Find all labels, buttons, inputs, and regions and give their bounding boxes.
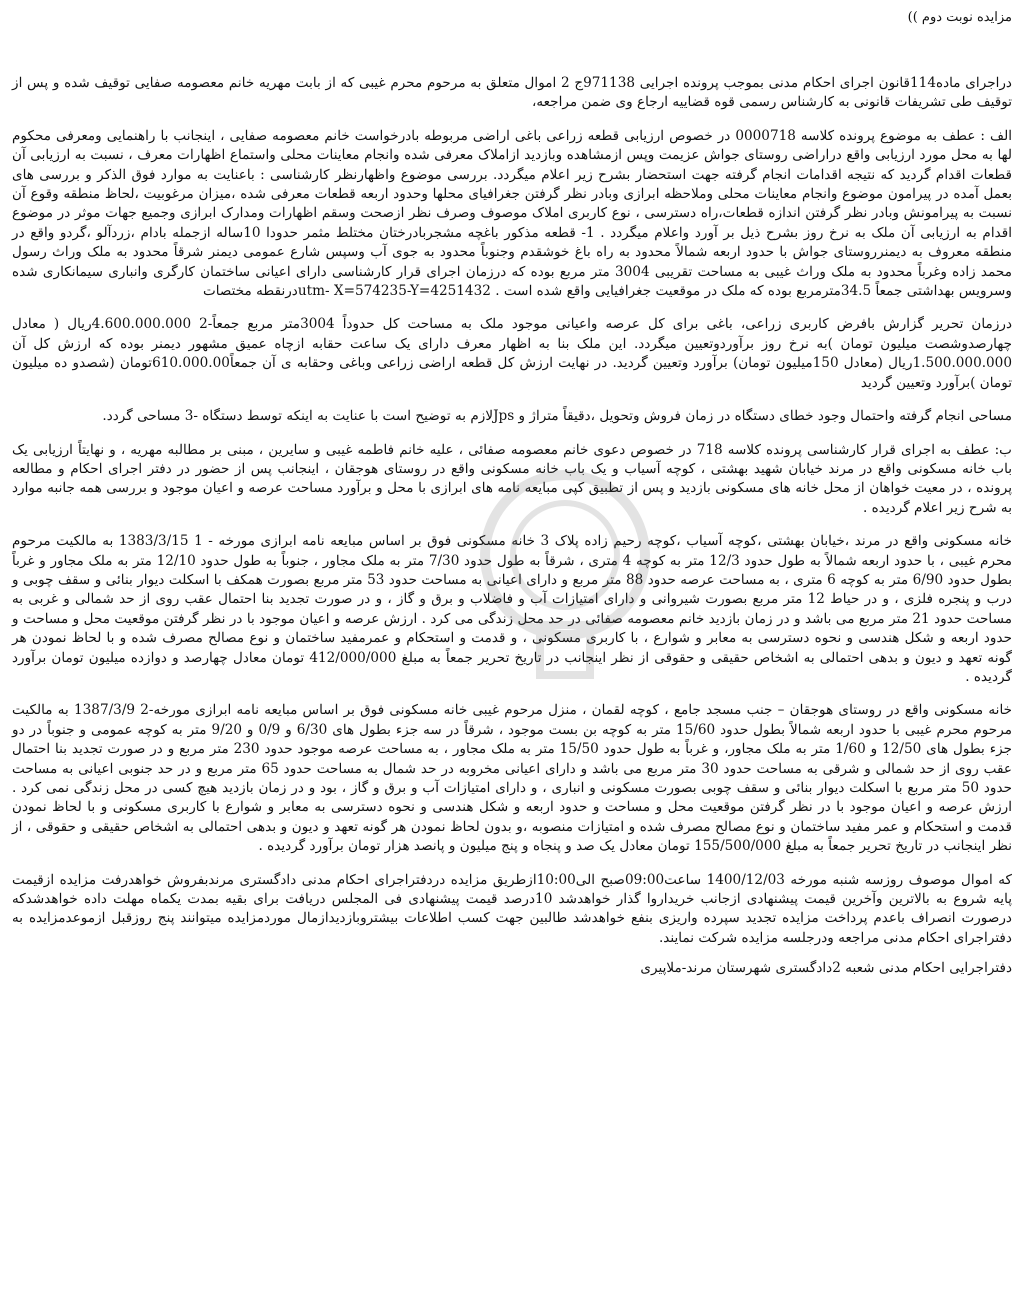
house-2-paragraph: خانه مسکونی واقع در روستای هوجقان – جنب مسجد جامع ، کوچه لقمان ، منزل مرحوم غیبی خانه مسکونی فوق بر اساس مبایعه نامه ابرازی مورخه-2 1387/3/9 به مالکیت مرحوم محرم غیبی با حدود اربعه شمالاً بطول حدود 15/60 متر به کوچه بن بست موجود ، شرقاً در سه جزء بطول های 6/30 و 0/9 و 9/20 متر به کوچه عمومی و جنوباً در دو جزء بطول های 12/50 و 1/60 متر به ملک مجاور، و غرباً به طول حدود 15/50 متر به ملک مجاور ، به مساحت عرصه موجود حدود 230 متر مربع و در صورت تجدید بنا احتمال عقب روی از حد شمالی و شرقی به مساحت حدود 30 متر مربع می باشد و دارای اعیانی مخروبه در حد شمال به مساحت حدود 65 متر مربع و در حد جنوبی اعیانی به مساحت حدود 50 متر مربع با اسکلت دیوار بنائی و سقف چوبی بصورت مسکونی و انباری ، و دارای امتیازات آب و برق و گاز ، بود و در زمان بازدید هیچ کسی در محل زندگی نمی کرد . ارزش عرصه و اعیان موجود با در نظر گرفتن موقعیت محل و مساحت و حدود اربعه و شکل هندسی و نحوه دسترسی به معابر و شوارع با کاربری مسکونی و با لحاظ نمودن قدمت و استحکام و عمر مفید ساختمان و نوع مصالح مصرف شده و امتیازات منصوبه ،و بدون لحاظ نمودن هر گونه تعهد و دیون و بدهی احتمالی به اشخاص حقیقی و حقوقی ، از نظر اینجانب در تاریخ تحریر جمعاً به مبلغ 155/500/000 تومان معادل یک صد و پنجاه و پنج میلیون و پانصد هزار تومان برآورد گردیده . — [12, 702, 1013, 855]
auction-terms-paragraph: که اموال موصوف روزسه شنبه مورخه 1400/12/03 ساعت09:00صبح الی10:00ازطریق مزایده دردفتراجرای احکام مدنی دادگستری مرندبفروش خواهدرفت مزایده ازقیمت پایه شروع به بالاترین وآخرین قیمت پیشنهادی ازجانب خریداروا گذار خواهدشد 10درصد قیمت پیشنهادی فی المجلس دریافت برای بقیه بمدت یکماه مهلت داده خواهدشدکه درصورت انصراف باعدم پرداخت مزایده تجدید سپرده واریزی بنفع خواهدشد طالبین جهت کسب اطلاعات بیشتروبازدیدازمال موردمزایده میتوانند پنج روزقبل ازموعدمزایده به دفتراجرای احکام مدنی مراجعه ودرجلسه مزایده شرکت نمایند. — [12, 871, 1013, 946]
issuing-office-signature: دفتراجرایی احکام مدنی شعبه 2دادگستری شهرستان مرند-ملاپیری — [640, 960, 1012, 977]
section-b-paragraph: ب: عطف به اجرای قرار کارشناسی پرونده کلاسه 718 در خصوص دعوی خانم معصومه صفائی ، علیه خانم فاطمه غیبی و سایرین ، مبنی بر مطالبه مهریه ، و نهایتاً ارزیابی یک باب خانه مسکونی واقع در مرند خیابان شهید بهشتی ، کوچه آسیاب و یک باب خانه مسکونی واقع در روستای هوجقان ، اینجانب پس از حضور در دفتر اجرای احکام و مطالعه پرونده ، در معیت خواهان از محل خانه های مسکونی بازدید و پس از تطبیق کپی مبایعه نامه های ابرازی با محل و برآورد مساحت عرصه و اعیان موجود و بررسی همه جانبه موارد به شرح زیر اعلام گردیده . — [12, 441, 1012, 516]
intro-paragraph: دراجرای ماده114قانون اجرای احکام مدنی بموجب پرونده اجرایی 971138ج 2 اموال متعلق به مرحوم محرم غیبی که از بابت مهریه خانم معصومه صفایی توقیف شده و پس از توقیف طی تشریفات قانونی به کارشناس رسمی قوه قضاییه ارجاع وی ضمن مراجعه، — [12, 75, 1012, 111]
section-a-paragraph: الف : عطف به موضوع پرونده کلاسه 0000718 در خصوص ارزیابی قطعه زراعی باغی اراضی مربوطه بادرخواست خانم معصومه صفایی ، اینجانب با راهنمایی ومعرفی محکوم لها به محل مورد ارزیابی واقع دراراضی روستای جواش عزیمت وپس ازمشاهده وبازدید ازاملاک معرفی شده وانجام معاینات محلی واستماع اظهارات معرف ، نسبت به ارزیابی آن قطعات اقدام گردید که نتیجه اقدامات انجام گرفته جهت استحضار بشرح زیر اعلام میگردد. بررسی موضوع واظهارنظر کارشناسی : باعنایت به موارد فوق الذکر و بررسی های بعمل آمده در پیرامون موضوع وانجام معاینات محلی وملاحظه ابرازی وبادر نظر گرفتن جغرافیای محلها وحدود اربعه قطعات معرفی شده ،میزان مرغوبیت ،لحاظ منطقه وقوع آن نسبت به پیرامونش وبادر نظر گرفتن اندازه قطعات،راه دسترسی ، نوع کاربری املاک موصوف وصرف نظر ازصحت وسقم اظهارات ومدارک ابرازی وجمیع جهات موثر در موضوع اقدام به ارزیابی آن ملک به نرخ روز بشرح ذیل بر آورد واعلام میگردد . 1- قطعه مذکور باغچه مشجربادرختان مختلط مثمر حدودا 10ساله ازجمله بادام ،زردآلو ،گردو واقع در منطقه معروف به دیمنرروستای جواش با حدود اربعه شمالاً محدود به راه باغ خوشقدم وجنوباً محدود به جوی آب وسپس شارع عمومی دیمنر شرقاً محدود به ملک وراث رسول محمد زاده وغرباً محدود به ملک وراث غیبی به مساحت تقریبی 3004 متر مربع بوده که درزمان اجرای قرار کارشناسی دارای اعیانی ساختمان کارگری وانباری سیمانکاری شده وسرویس بهداشتی جمعاً 34.5مترمربع بوده که ملک در موقعیت جغرافیایی واقع شده است . utm- X=574235-Y=4251432درنقطه مختصات — [12, 127, 1012, 300]
section-a-valuation-paragraph: درزمان تحریر گزارش بافرض کاربری زراعی، باغی برای کل عرصه واعیانی موجود ملک به مساحت کل حدوداً 3004متر مربع جمعاً-2 4.600.000.000ریال ( معادل چهارصدوشصت میلیون تومان )به نرخ روز برآوردوتعیین میگردد. این ملک بنا به اظهار معرف دارای یک ساعت حقابه ازچاه عمیق مشهور دیمنر بوده که ارزش کل آن 1.500.000.000ریال (معادل 150میلیون تومان) برآورد وتعیین گردید. در نهایت ارزش کل قطعه اراضی زراعی وباغی وحقابه ی آن جمعاً610.000.00تومان (شصدو ده میلیون تومان )برآورد وتعیین گردید — [12, 316, 1012, 391]
section-a-survey-note: مساحی انجام گرفته واحتمال وجود خطای دستگاه در زمان فروش وتحویل ،دقیقاً متراژ و Jpsلازم به توضیح است با عنایت به اینکه توسط دستگاه -3 مساحی گردد. — [102, 408, 1012, 425]
house-1-paragraph: خانه مسکونی واقع در مرند ،خیابان بهشتی ،کوچه آسیاب ،کوچه رحیم زاده پلاک 3 خانه مسکونی فوق بر اساس مبایعه نامه ابرازی مورخه - 1 1383/3/15 به مالکیت مرحوم محرم غیبی ، با حدود اربعه شمالاً به طول حدود 12/3 متر به کوچه 4 متری ، شرقاً به طول حدود 7/30 متر به ملک مجاور ، جنوباً به طول حدود 12/10 متر به ملک مجاور و غرباً بطول حدود 6/90 متر به کوچه 6 متری ، به مساحت عرصه حدود 88 متر مربع و دارای اعیانی به مساحت حدود 53 متر مربع بصورت همکف با اسکلت دیوار بنائی و سقف چوبی و درب و پنجره فلزی ، و در حیاط 12 متر مربع بصورت شیروانی و دارای امتیازات آب و فاضلاب و برق و گاز ، و در صورت تجدید بنا احتمال عقب روی از حد شمالی و غربی به مساحت حدود 21 متر مربع می باشد و در زمان بازدید خانم معصومه صفائی در حد محل زندگی می کرد . ارزش عرصه و اعیان موجود با در نظر گرفتن موقعیت محل و مساحت و حدود اربعه و شکل هندسی و نحوه دسترسی به معابر و شوارع ، با کاربری مسکونی ، و قدمت و استحکام و عمرمفید ساختمان و نوع مصالح مصرف شده و با لحاظ نمودن هر گونه تعهد و دیون و بدهی احتمالی به اشخاص حقیقی و حقوقی از نظر اینجانب در تاریخ تحریر جمعاً به مبلغ 412/000/000 تومان معادل چهارصد و دوازده میلیون تومان برآورد گردیده . — [12, 533, 1013, 685]
auction-round-label: مزایده نوبت دوم )) — [907, 10, 1012, 25]
